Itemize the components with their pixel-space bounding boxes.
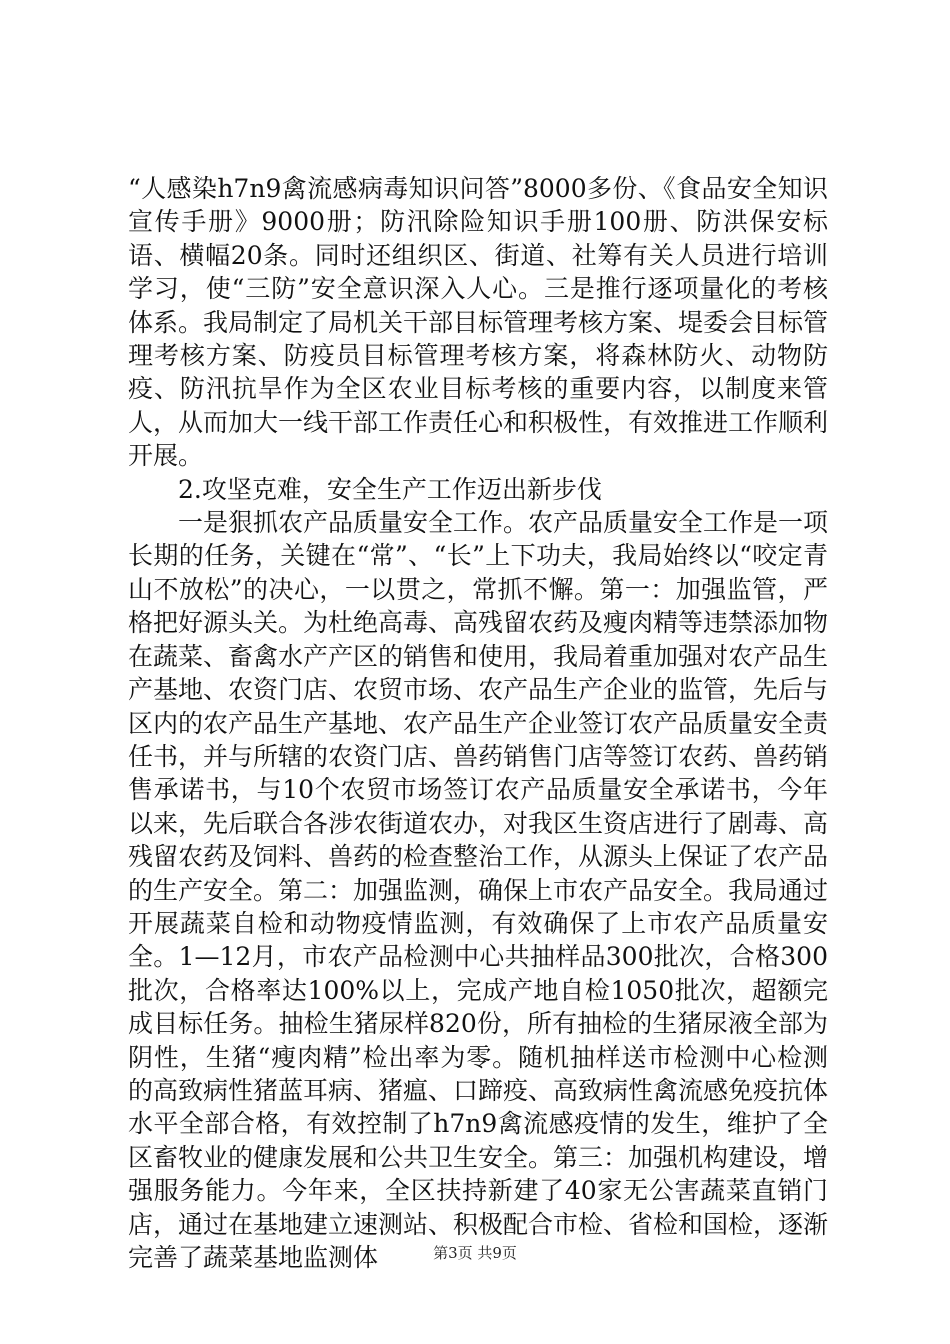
page-number-footer: 第3页 共9页 (433, 1244, 517, 1262)
section-heading: 2.攻坚克难，安全生产工作迈出新步伐 (178, 474, 602, 504)
paragraph: 一是狠抓农产品质量安全工作。农产品质量安全工作是一项长期的任务，关键在“常”、“长”上下功夫，我局始终以“咬定青山不放松”的决心，一以贯之，常抓不懈。第一：加强监管，严格把好源头关。为杜绝高毒、高残留农药及瘦肉精等违禁添加物在蔬菜、畜禽水产产区的销售和使用，我局着重加强对农产品生产基地、农资门店、农贸市场、农产品生产企业的监管，先后与区内的农产品生产基地、农产品生产企业签订农产品质量安全责任书，并与所辖的农资门店、兽药销售门店等签订农药、兽药销售承诺书，与10个农贸市场签订农产品质量安全承诺书，今年以来，先后联合各涉农街道农办，对我区生资店进行了剧毒、高残留农药及饲料、兽药的检查整治工作，从源头上保证了农产品的生产安全。第二：加强监测，确保上市农产品安全。我局通过开展蔬菜自检和动物疫情监测，有效确保了上市农产品质量安全。1—12月，市农产品检测中心共抽样品300批次，合格300批次，合格率达100%以上，完成产地自检1050批次，超额完成目标任务。抽检生猪尿样820份，所有抽检的生猪尿液全部为阴性，生猪“瘦肉精”检出率为零。随机抽样送市检测中心检测的高致病性猪蓝耳病、猪瘟、口蹄疫、高致病性禽流感免疫抗体水平全部合格，有效控制了h7n9禽流感疫情的发生，维护了全区畜牧业的健康发展和公共卫生安全。第三：加强机构建设，增强服务能力。今年来，全区扶持新建了40家无公害蔬菜直销门店，通过在基地建立速测站、积极配合市检、省检和国检，逐渐完善了蔬菜基地监测体 (128, 508, 829, 1272)
document-body (128, 172, 828, 1274)
paragraph-continued: “人感染h7n9禽流感病毒知识问答”8000多份、《食品安全知识宣传手册》9000册；防汛除险知识手册100册、防洪保安标语、横幅20条。同时还组织区、街道、社筹有关人员进行培训学习，使“三防”安全意识深入人心。三是推行逐项量化的考核体系。我局制定了局机关干部目标管理考核方案、堤委会目标管理考核方案、防疫员目标管理考核方案，将森林防火、动物防疫、防汛抗旱作为全区农业目标考核的重要内容，以制度来管人，从而加大一线干部工作责任心和积极性，有效推进工作顺利开展。 (128, 174, 829, 471)
